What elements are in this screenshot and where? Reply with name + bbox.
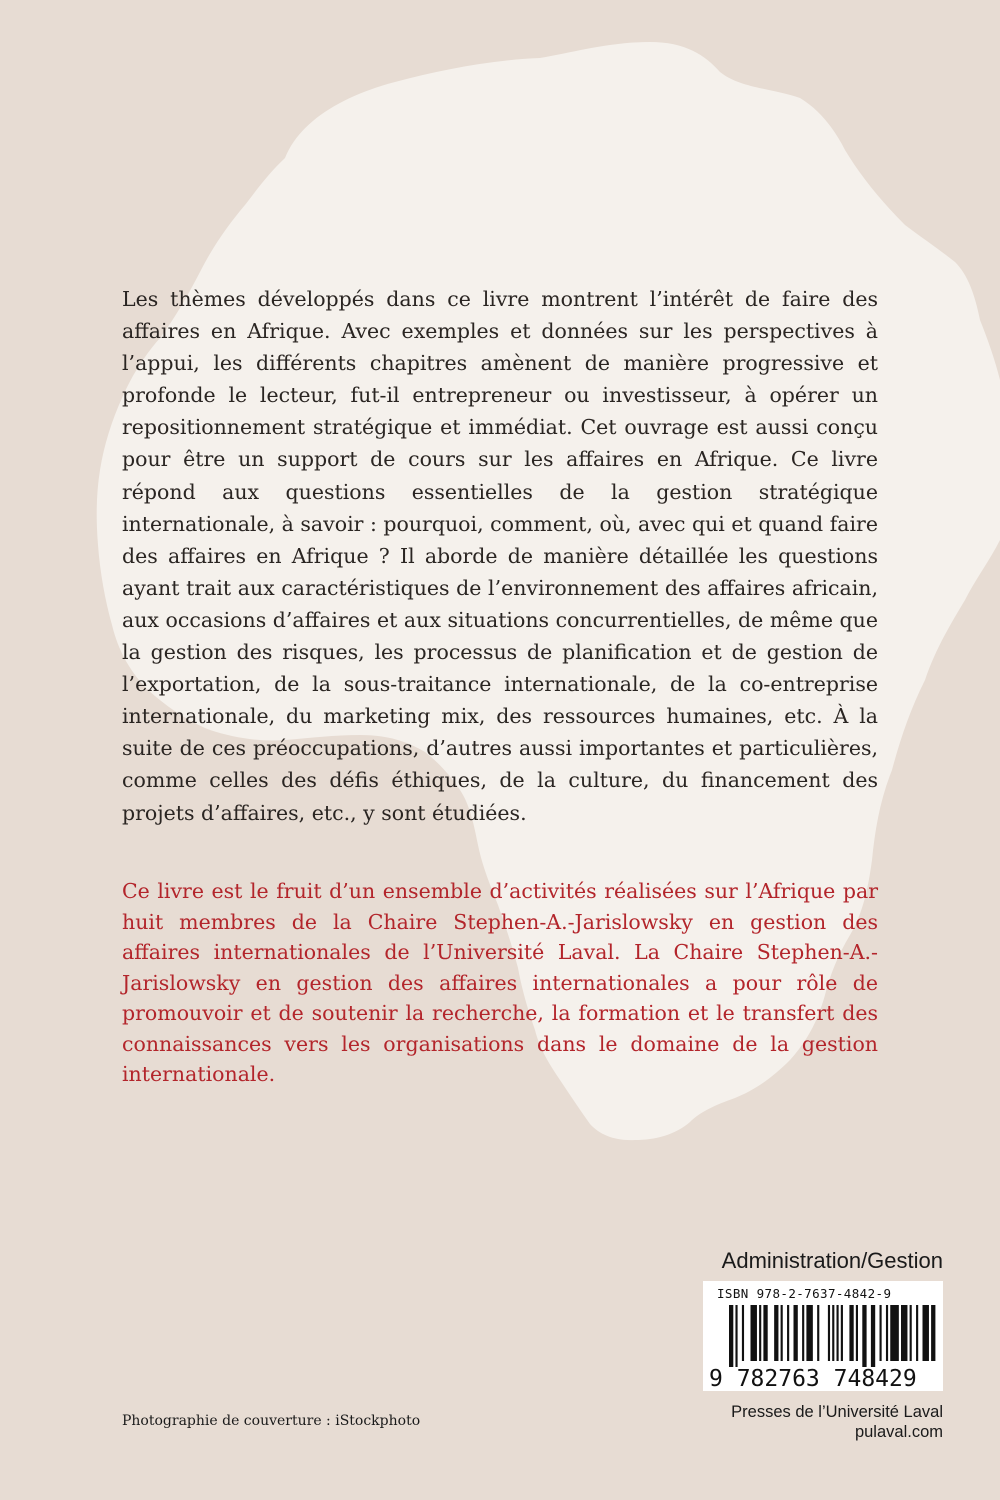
barcode-bar <box>774 1305 778 1361</box>
barcode-bar <box>806 1305 812 1361</box>
barcode-bar <box>849 1305 853 1361</box>
barcode-bar <box>871 1305 875 1367</box>
barcode-bar <box>802 1305 804 1361</box>
barcode-bar <box>890 1305 899 1361</box>
photo-credit: Photographie de couverture : iStockphoto <box>122 1413 421 1429</box>
barcode-bar <box>841 1305 843 1361</box>
book-summary-paragraph: Les thèmes développés dans ce livre montrent l’intérêt de faire des affaires en Afrique. Avec exemples et données sur les perspectives à l’appui, les différents chapitres amènent de manière progressive et profonde le lecteur, fut-il entrepreneur ou investisseur, à opérer un repositionnement stratégique et immédiat. Cet ouvrage est aussi conçu pour être un support de cours sur les affaires en Afrique. Ce livre répond aux questions essentielles de la gestion stratégique internationale, à savoir : pourquoi, comment, où, avec qui et quand faire des affaires en Afrique ? Il aborde de manière détaillée les questions ayant trait aux caractéristiques de l’environnement des affaires africain, aux occasions d’affaires et aux situations concurrentielles, de même que la gestion des risques, les processus de planification et de gestion de l’exportation, de la sous-traitance internationale, de la co-entreprise internationale, du marketing mix, des ressources humaines, etc. À la suite de ces préoccupations, d’autres aussi importantes et particulières, comme celles des défis éthiques, de la culture, du financement des projets d’affaires, etc., y sont étudiées. <box>122 287 878 825</box>
barcode-bar <box>832 1305 834 1361</box>
chair-description-paragraph: Ce livre est le fruit d’un ensemble d’activités réalisées sur l’Afrique par huit membres de la Chaire Stephen-A.-Jarislowsky en gestion des affaires internationales de l’Université Laval. La Chaire Stephen-A.-Jarislowsky en gestion des affaires internationales a pour rôle de promouvoir et de soutenir la recherche, la formation et le transfert des connaissances vers les organisations dans le domaine de la gestion internationale. <box>122 879 878 1086</box>
barcode-bar <box>742 1305 744 1361</box>
publisher-block <box>731 1402 943 1442</box>
barcode-bar <box>735 1305 737 1367</box>
barcode-bar <box>787 1305 789 1361</box>
barcode-bar <box>862 1305 866 1367</box>
barcode-bar <box>886 1305 888 1361</box>
barcode-bar <box>931 1305 935 1361</box>
publisher-website: pulaval.com <box>854 1423 943 1441</box>
barcode-bar <box>923 1305 929 1361</box>
barcode-bar <box>828 1305 830 1361</box>
barcode-bar <box>901 1305 907 1361</box>
isbn-barcode <box>703 1281 943 1391</box>
barcode-bar <box>910 1305 912 1361</box>
barcode-bar <box>781 1305 783 1361</box>
barcode-bar <box>751 1305 757 1361</box>
barcode-number: 9 782763 748429 <box>709 1366 917 1391</box>
barcode-bar <box>729 1305 733 1367</box>
barcode-bar <box>763 1305 767 1361</box>
barcode-bar <box>837 1305 839 1361</box>
barcode-bar <box>856 1305 858 1361</box>
barcode-bar <box>916 1305 918 1361</box>
barcode-bar <box>880 1305 882 1361</box>
barcode-bar <box>759 1305 761 1361</box>
barcode-bar <box>817 1305 819 1361</box>
barcode-bar <box>794 1305 798 1361</box>
isbn-label: ISBN 978-2-7637-4842-9 <box>717 1286 892 1301</box>
category-label: Administration/Gestion <box>721 1248 943 1273</box>
publisher-name: Presses de l’Université Laval <box>731 1403 943 1421</box>
